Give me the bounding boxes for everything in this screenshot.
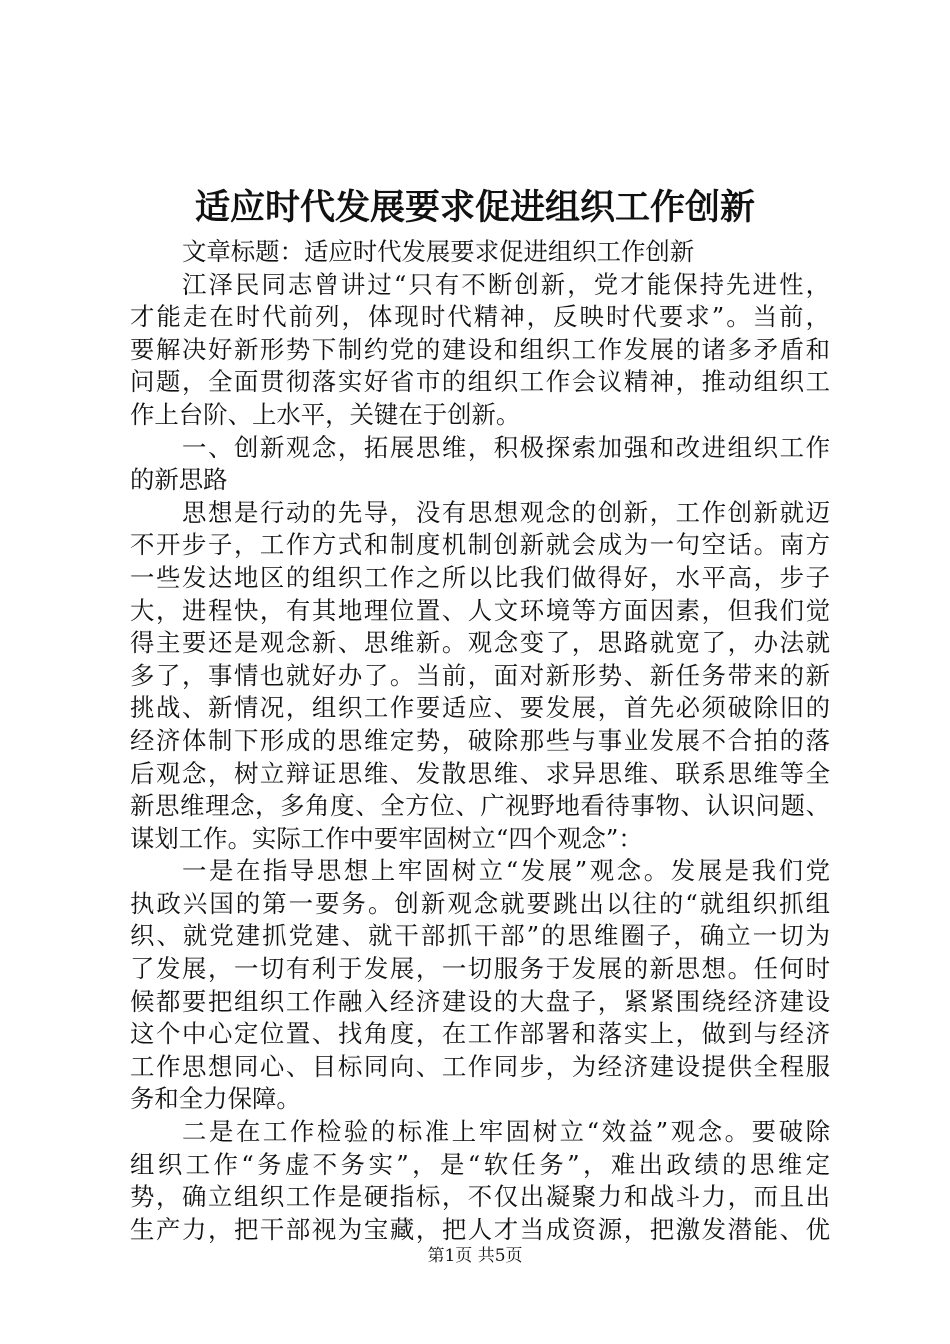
text-line: 组织工作“务虚不务实”，是“软任务”，难出政绩的思维定: [130, 1149, 830, 1179]
text-line: 得主要还是观念新、思维新。观念变了，思路就宽了，办法就: [130, 628, 830, 658]
text-line: 了发展，一切有利于发展，一切服务于发展的新思想。任何时: [130, 954, 830, 984]
text-line: 才能走在时代前列，体现时代精神，反映时代要求”。当前，: [130, 302, 830, 332]
text-line: 思想是行动的先导，没有思想观念的创新，工作创新就迈: [182, 497, 830, 527]
text-line: 这个中心定位置、找角度，在工作部署和落实上，做到与经济: [130, 1019, 830, 1049]
text-line: 问题，全面贯彻落实好省市的组织工作会议精神，推动组织工: [130, 367, 830, 397]
text-line: 执政兴国的第一要务。创新观念就要跳出以往的“就组织抓组: [130, 888, 830, 918]
text-line: 文章标题：适应时代发展要求促进组织工作创新: [182, 237, 695, 266]
text-line: 生产力，把干部视为宝藏，把人才当成资源，把激发潜能、优: [130, 1214, 830, 1244]
text-line: 工作思想同心、目标同向、工作同步，为经济建设提供全程服: [130, 1051, 830, 1081]
text-line: 新思维理念，多角度、全方位、广视野地看待事物、认识问题、: [130, 791, 830, 821]
page-footer: 第1页 共5页: [427, 1246, 523, 1266]
text-line: 务和全力保障。: [130, 1084, 301, 1114]
text-line: 江泽民同志曾讲过“只有不断创新，党才能保持先进性，: [182, 269, 830, 299]
text-line: 挑战、新情况，组织工作要适应、要发展，首先必须破除旧的: [130, 693, 830, 723]
text-line: 势，确立组织工作是硬指标，不仅出凝聚力和战斗力，而且出: [130, 1182, 830, 1212]
text-line: 多了，事情也就好办了。当前，面对新形势、新任务带来的新: [130, 660, 830, 690]
text-line: 大，进程快，有其地理位置、人文环境等方面因素，但我们觉: [130, 595, 830, 625]
document-body: [130, 236, 830, 1246]
text-line: 一些发达地区的组织工作之所以比我们做得好，水平高，步子: [130, 562, 830, 592]
text-line: 不开步子，工作方式和制度机制创新就会成为一句空话。南方: [130, 530, 830, 560]
text-line: 的新思路: [130, 465, 228, 495]
text-line: 织、就党建抓党建、就干部抓干部”的思维圈子，确立一切为: [130, 921, 830, 951]
text-line: 候都要把组织工作融入经济建设的大盘子，紧紧围绕经济建设: [130, 986, 830, 1016]
text-line: 一、创新观念，拓展思维，积极探索加强和改进组织工作: [182, 432, 830, 462]
text-line: 作上台阶、上水平，关键在于创新。: [130, 399, 521, 429]
text-line: 经济体制下形成的思维定势，破除那些与事业发展不合拍的落: [130, 725, 830, 755]
text-line: 一是在指导思想上牢固树立“发展”观念。发展是我们党: [182, 856, 830, 886]
document-title: 适应时代发展要求促进组织工作创新: [194, 187, 755, 228]
text-line: 后观念，树立辩证思维、发散思维、求异思维、联系思维等全: [130, 758, 830, 788]
text-line: 二是在工作检验的标准上牢固树立“效益”观念。要破除: [182, 1117, 830, 1147]
text-line: 谋划工作。实际工作中要牢固树立“四个观念”：: [130, 823, 643, 853]
text-line: 要解决好新形势下制约党的建设和组织工作发展的诸多矛盾和: [130, 334, 830, 364]
